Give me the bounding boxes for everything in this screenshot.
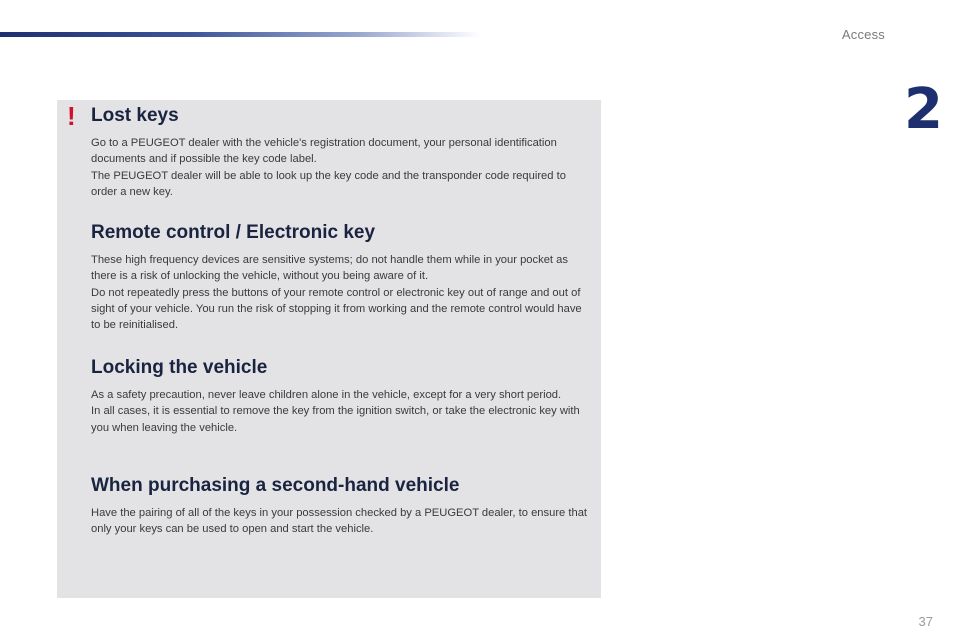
warning-box (57, 100, 601, 598)
paragraph: These high frequency devices are sensitive systems; do not handle them while in your pocket as there is a risk of unlocking the vehicle, without you being aware of it. (91, 253, 568, 283)
chapter-number: 2 (904, 77, 943, 142)
second-hand-section (91, 475, 591, 538)
paragraph: The PEUGEOT dealer will be able to look up the key code and the transponder code required to order a new key. (91, 169, 566, 199)
section-heading: Lost keys (91, 105, 179, 126)
lost-keys-section (91, 105, 591, 200)
section-heading: Locking the vehicle (91, 357, 268, 378)
page-number: 37 (918, 614, 933, 629)
section-heading: Remote control / Electronic key (91, 222, 376, 243)
locking-vehicle-section (91, 357, 591, 436)
remote-control-section (91, 222, 591, 334)
section-title: Access (841, 27, 885, 42)
exclamation-icon: ! (67, 101, 76, 131)
header-gradient-bar (0, 32, 480, 37)
paragraph: In all cases, it is essential to remove the key from the ignition switch, or take the electronic key with you when leaving the vehicle. (91, 405, 580, 434)
paragraph: Have the pairing of all of the keys in your possession checked by a PEUGEOT dealer, to ensure that only your keys can be used to open and start the vehicle. (91, 506, 588, 536)
section-heading: When purchasing a second-hand vehicle (91, 475, 460, 496)
paragraph: Do not repeatedly press the buttons of your remote control or electronic key out of range and out of sight of your vehicle. You run the risk of stopping it from working and the remote control would have to be reinitialised. (91, 286, 582, 332)
paragraph: Go to a PEUGEOT dealer with the vehicle's registration document, your personal identification documents and if possible the key code label. (91, 136, 557, 166)
paragraph: As a safety precaution, never leave children alone in the vehicle, except for a very short period. (91, 388, 562, 401)
